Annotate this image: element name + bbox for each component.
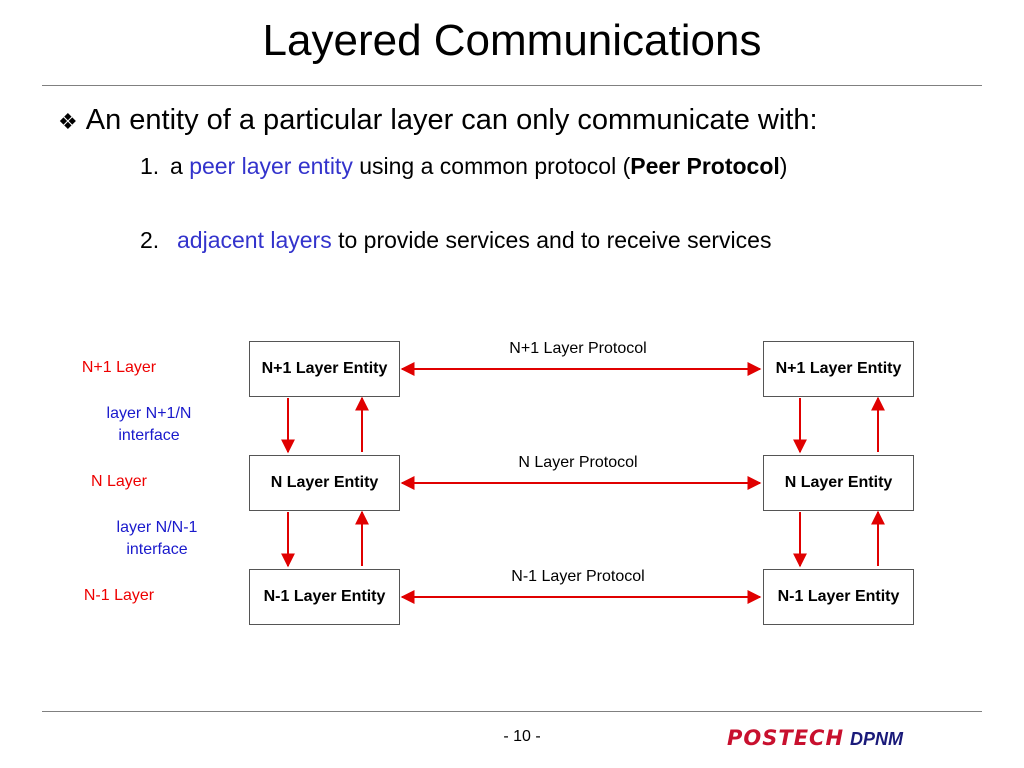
item-1-text: using a common protocol ( [352, 153, 631, 179]
entity-label: N-1 Layer Entity [777, 588, 900, 605]
left-entity-n-minus-1 [249, 569, 400, 625]
entity-label: N-1 Layer Entity [263, 588, 386, 605]
logo-text: POSTECH [727, 726, 845, 750]
page-number: - 10 - [503, 728, 541, 745]
label-upper-interface: layer N+1/N interface [106, 405, 192, 444]
entity-label: N+1 Layer Entity [261, 360, 388, 377]
right-entity-n-plus-1 [763, 341, 914, 397]
label-n-plus-1-layer: N+1 Layer [81, 359, 157, 376]
label-n-minus-1-layer: N-1 Layer [83, 587, 155, 604]
right-entity-n-minus-1 [763, 569, 914, 625]
item-1-highlight: peer layer entity [189, 153, 353, 179]
label-lower-interface: layer N/N-1 interface [116, 519, 198, 558]
item-2-text: to provide services and to receive services [331, 227, 772, 253]
item-1-prefix: a [170, 153, 190, 179]
entity-label: N+1 Layer Entity [775, 360, 902, 377]
slide-title: Layered Communications [262, 16, 762, 65]
list-number-2: 2. [140, 227, 160, 253]
list-number-1: 1. [140, 153, 160, 179]
item-2-highlight: adjacent layers [177, 227, 332, 253]
protocol-label-n-plus-1: N+1 Layer Protocol [509, 340, 647, 357]
left-entity-n-plus-1 [249, 341, 400, 397]
logo-suffix: DPNM [850, 729, 904, 749]
item-1-bold: Peer Protocol [630, 153, 780, 179]
protocol-label-n: N Layer Protocol [518, 454, 638, 471]
four-diamond-bullet-icon: ❖ [58, 110, 78, 135]
bullet-text: An entity of a particular layer can only communicate with: [85, 104, 818, 136]
entity-label: N Layer Entity [270, 474, 379, 491]
right-entity-n [763, 455, 914, 511]
left-entity-n [249, 455, 400, 511]
label-n-layer: N Layer [90, 473, 148, 490]
postech-dpnm-logo [727, 726, 903, 750]
item-1-suffix: ) [779, 153, 788, 179]
protocol-label-n-minus-1: N-1 Layer Protocol [511, 568, 645, 585]
entity-label: N Layer Entity [784, 474, 893, 491]
footer-divider [42, 711, 982, 712]
